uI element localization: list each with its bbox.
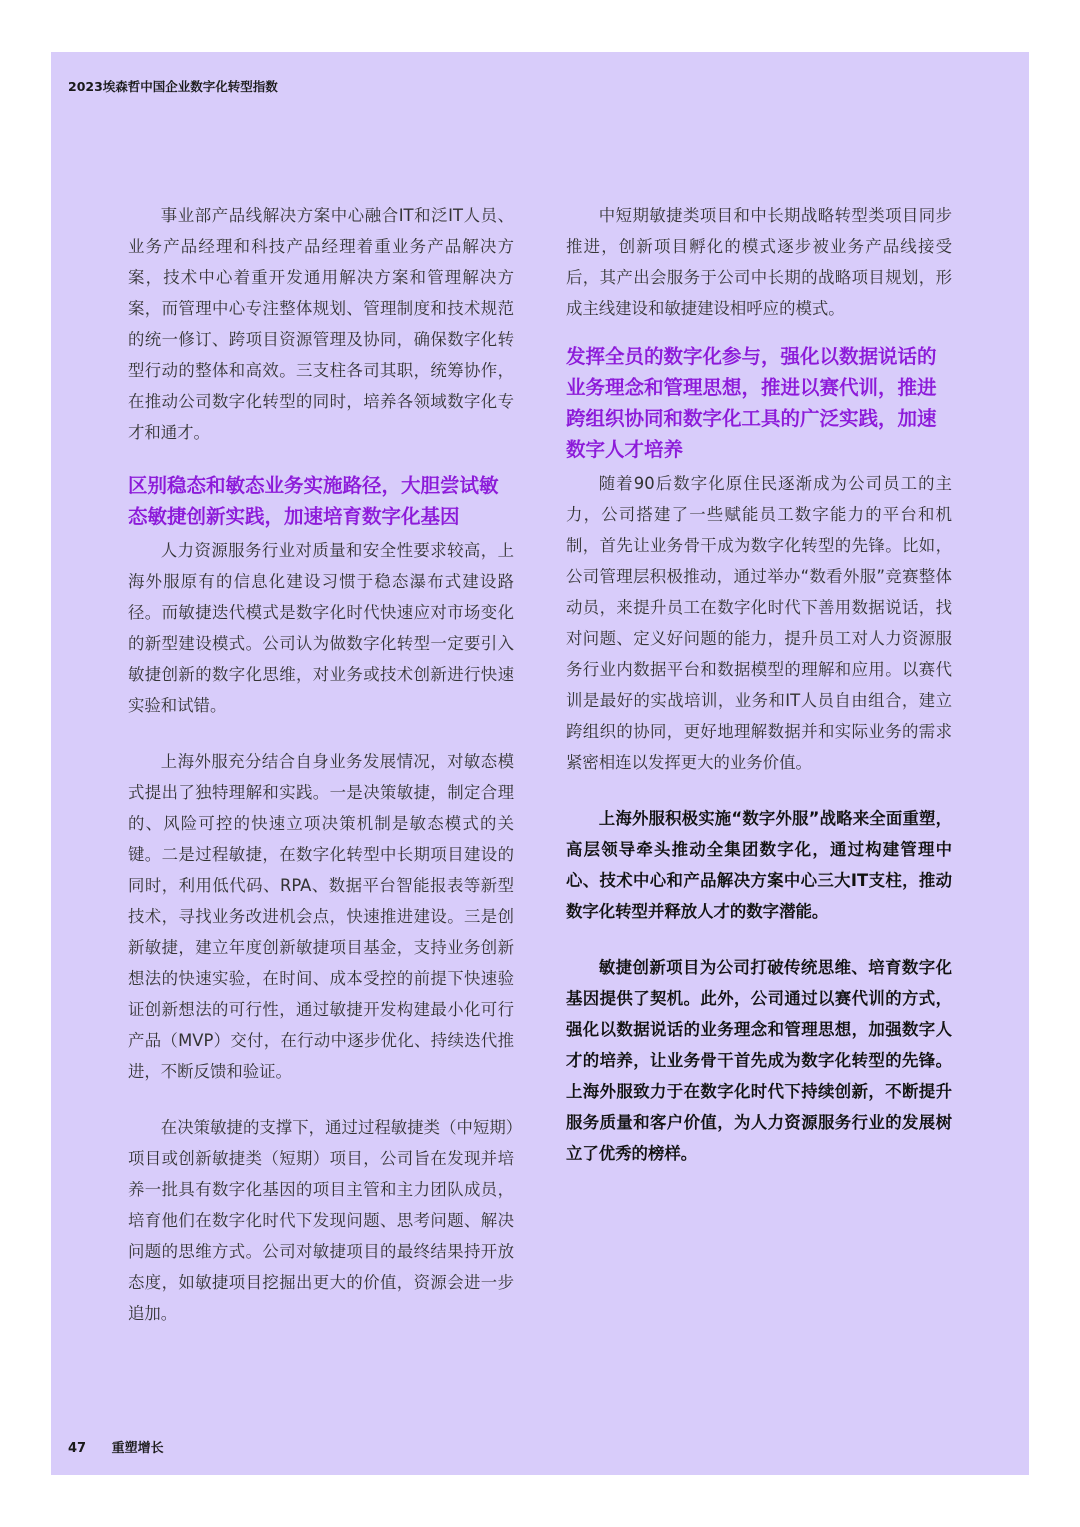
- page-panel: [51, 52, 1029, 1475]
- body-paragraph: 在决策敏捷的支撑下，通过过程敏捷类（中短期）项目或创新敏捷类（短期）项目，公司旨在发现并培养一批具有数字化基因的项目主管和主力团队成员，培育他们在数字化时代下发现问题、思考问题、解决问题的思维方式。公司对敏捷项目的最终结果持开放态度，如敏捷项目挖掘出更大的价值，资源会进一步追加。: [128, 1118, 514, 1323]
- body-paragraph: 上海外服充分结合自身业务发展情况，对敏态模式提出了独特理解和实践。一是决策敏捷，制定合理的、风险可控的快速立项决策机制是敏态模式的关键。二是过程敏捷，在数字化转型中长期项目建设的同时，利用低代码、RPA、数据平台智能报表等新型技术，寻找业务改进机会点，快速推进建设。三是创新敏捷，建立年度创新敏捷项目基金，支持业务创新想法的快速实验，在时间、成本受控的前提下快速验证创新想法的可行性，通过敏捷开发构建最小化可行产品（MVP）交付，在行动中逐步优化、持续迭代推进，不断反馈和验证。: [128, 752, 514, 1081]
- body-paragraph: 随着90后数字化原住民逐渐成为公司员工的主力，公司搭建了一些赋能员工数字能力的平台和机制，首先让业务骨干成为数字化转型的先锋。比如，公司管理层积极推动，通过举办“数看外服”竞赛整体动员，来提升员工在数字化时代下善用数据说话，找对问题、定义好问题的能力，提升员工对人力资源服务行业内数据平台和数据模型的理解和应用。以赛代训是最好的实战培训，业务和IT人员自由组合，建立跨组织的协同，更好地理解数据并和实际业务的需求紧密相连以发挥更大的业务价值。: [566, 474, 952, 772]
- body-paragraph: 事业部产品线解决方案中心融合IT和泛IT人员、业务产品经理和科技产品经理着重业务产品解决方案，技术中心着重开发通用解决方案和管理解决方案，而管理中心专注整体规划、管理制度和技术规范的统一修订、跨项目资源管理及协同，确保数字化转型行动的整体和高效。三支柱各司其职，统筹协作，在推动公司数字化转型的同时，培养各领域数字化专才和通才。: [128, 206, 514, 442]
- section-heading: 区别稳态和敏态业务实施路径，大胆尝试敏态敏捷创新实践，加速培育数字化基因: [128, 474, 499, 528]
- summary-paragraph: 敏捷创新项目为公司打破传统思维、培育数字化基因提供了契机。此外，公司通过以赛代训的方式，强化以数据说话的业务理念和管理思想，加强数字人才的培养，让业务骨干首先成为数字化转型的先锋。上海外服致力于在数字化时代下持续创新，不断提升服务质量和客户价值，为人力资源服务行业的发展树立了优秀的榜样。: [566, 958, 952, 1163]
- page-footer: [68, 1441, 164, 1457]
- summary-paragraph: 上海外服积极实施“数字外服”战略来全面重塑，高层领导牵头推动全集团数字化，通过构建管理中心、技术中心和产品解决方案中心三大IT支柱，推动数字化转型并释放人才的数字潜能。: [566, 809, 952, 921]
- document-title: 2023埃森哲中国企业数字化转型指数: [68, 79, 278, 94]
- page-number: 47: [68, 1441, 87, 1456]
- body-paragraph: 中短期敏捷类项目和中长期战略转型类项目同步推进，创新项目孵化的模式逐步被业务产品线接受后，其产出会服务于公司中长期的战略项目规划，形成主线建设和敏捷建设相呼应的模式。: [566, 206, 952, 318]
- body-paragraph: 人力资源服务行业对质量和安全性要求较高，上海外服原有的信息化建设习惯于稳态瀑布式建设路径。而敏捷迭代模式是数字化时代快速应对市场变化的新型建设模式。公司认为做数字化转型一定要引入敏捷创新的数字化思维，对业务或技术创新进行快速实验和试错。: [128, 541, 514, 715]
- left-column: [128, 200, 514, 1329]
- section-heading: 发挥全员的数字化参与，强化以数据说话的业务理念和管理思想，推进以赛代训，推进跨组织协同和数字化工具的广泛实践，加速数字人才培养: [566, 345, 937, 461]
- section-name: 重塑增长: [111, 1441, 164, 1456]
- right-column: [566, 200, 952, 1169]
